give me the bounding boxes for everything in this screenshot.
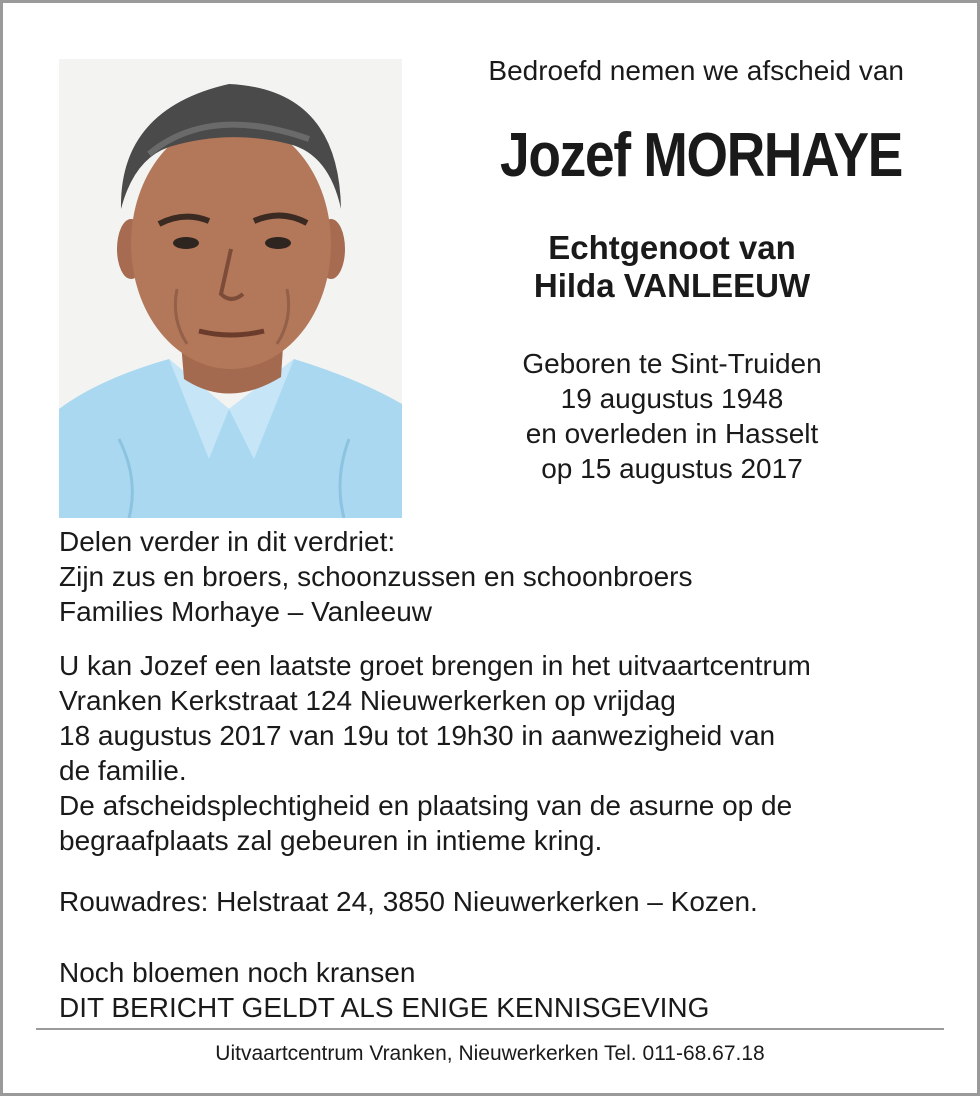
death-date: op 15 augustus 2017 [541,453,803,484]
visitation-line: 18 augustus 2017 van 19u tot 19h30 in aanwezigheid van [59,720,776,751]
mourners-block [59,524,939,629]
portrait-photo [59,59,402,518]
visitation-line: de familie. [59,755,187,786]
visitation-block [59,648,939,858]
funeral-home-footer: Uitvaartcentrum Vranken, Nieuwerkerken Tel. 011-68.67.18 [215,1042,765,1065]
deceased-name: Jozef MORHAYE [500,121,902,190]
visitation-line: U kan Jozef een laatste groet brengen in het uitvaartcentrum [59,650,811,681]
visitation-line: Vranken Kerkstraat 124 Nieuwerkerken op vrijdag [59,685,676,716]
mourning-address: Rouwadres: Helstraat 24, 3850 Nieuwerkerken – Kozen. [59,886,758,917]
spouse-name: Hilda VANLEEUW [533,267,811,304]
closing-block [59,955,939,1025]
ceremony-line: De afscheidsplechtigheid en plaatsing van de asurne op de [59,790,793,821]
dates-block [420,346,924,486]
ceremony-line: begraafplaats zal gebeuren in intieme kring. [59,825,603,856]
death-place: en overleden in Hasselt [525,418,819,449]
mourners-line: Families Morhaye – Vanleeuw [59,596,432,627]
intro-line: Bedroefd nemen we afscheid van [488,55,904,86]
birth-date: 19 augustus 1948 [560,383,784,414]
birth-place: Geboren te Sint-Truiden [522,348,822,379]
no-flowers-line: Noch bloemen noch kransen [59,957,416,988]
spouse-label: Echtgenoot van [548,229,796,266]
official-notice-line: DIT BERICHT GELDT ALS ENIGE KENNISGEVING [59,992,710,1023]
spouse-block [420,229,924,305]
mourners-line: Zijn zus en broers, schoonzussen en schoonbroers [59,561,693,592]
footer-divider [36,1028,944,1030]
mourners-heading: Delen verder in dit verdriet: [59,526,396,557]
